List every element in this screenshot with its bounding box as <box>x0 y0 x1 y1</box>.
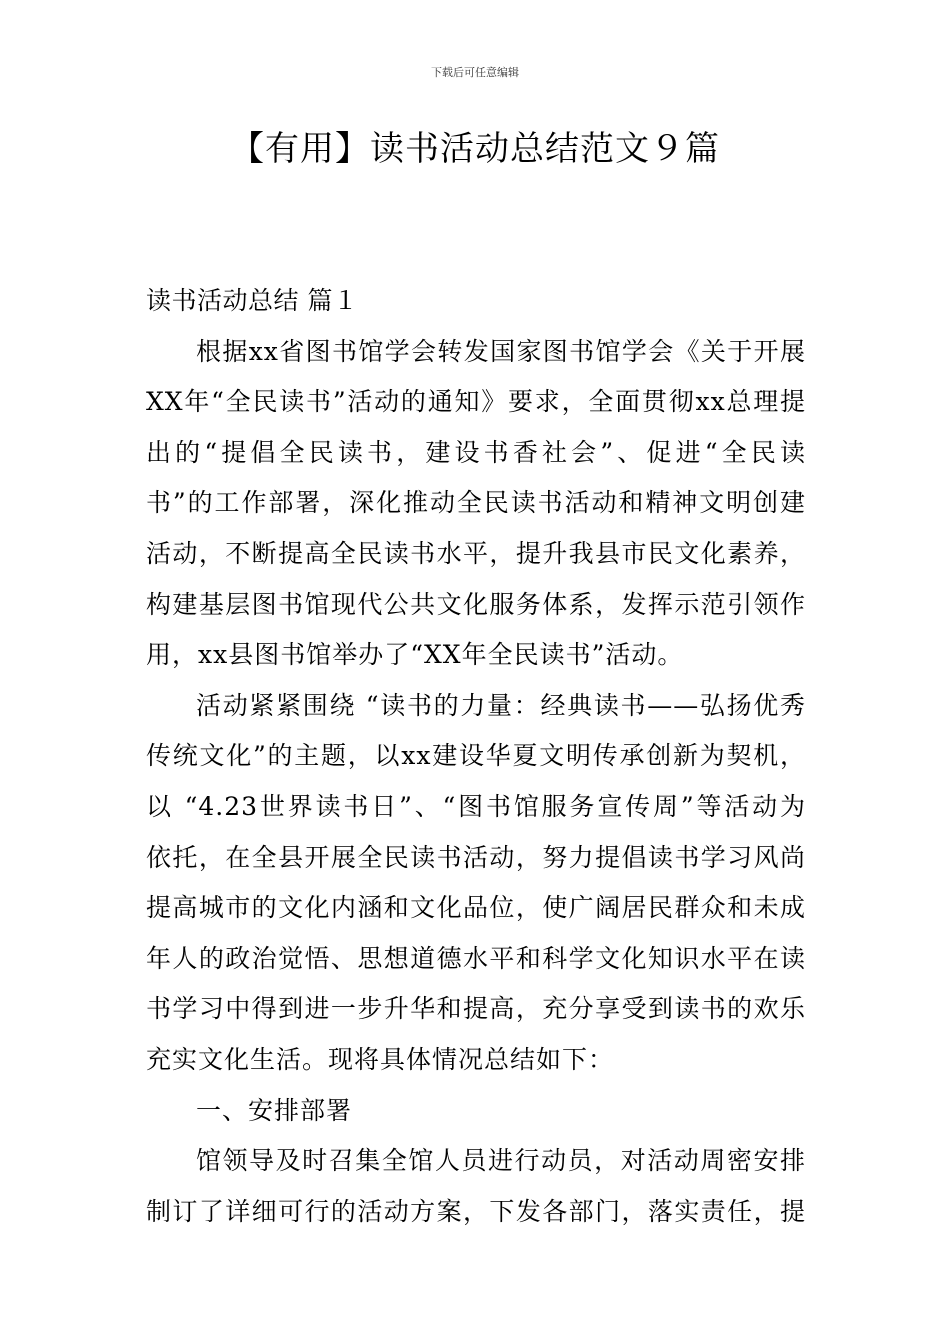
paragraph-line: 出的“提倡全民读书，建设书香社会”、促进“全民读 <box>146 437 806 467</box>
paragraph-line: 活动紧紧围绕 “读书的力量：经典读书——弘扬优秀 <box>196 690 806 720</box>
paragraph-line: 传统文化”的主题，以xx建设华夏文明传承创新为契机， <box>146 741 806 771</box>
paragraph-line: 提高城市的文化内涵和文化品位，使广阔居民群众和未成 <box>146 893 806 923</box>
paragraph-line: 制订了详细可行的活动方案，下发各部门，落实责任，提 <box>146 1196 806 1226</box>
subheading: 一、安排部署 <box>196 1095 353 1125</box>
document-body <box>146 282 806 1243</box>
paragraph-line: 年人的政治觉悟、思想道德水平和科学文化知识水平在读 <box>146 943 806 973</box>
header-note: 下载后可任意编辑 <box>431 66 519 79</box>
paragraph-line: 活动，不断提高全民读书水平，提升我县市民文化素养， <box>146 538 806 568</box>
paragraph-line: 充实文化生活。现将具体情况总结如下： <box>146 1044 615 1074</box>
paragraph-line: XX年“全民读书”活动的通知》要求，全面贯彻xx总理提 <box>146 387 806 417</box>
section-heading: 读书活动总结 篇１ <box>146 286 359 315</box>
document-title: 【有用】读书活动总结范文９篇 <box>230 129 720 169</box>
paragraph-line: 根据xx省图书馆学会转发国家图书馆学会《关于开展 <box>196 336 806 366</box>
paragraph-line: 书学习中得到进一步升华和提高，充分享受到读书的欢乐 <box>146 994 806 1024</box>
paragraph-line: 馆领导及时召集全馆人员进行动员，对活动周密安排 <box>196 1146 806 1176</box>
paragraph-line: 用，xx县图书馆举办了“XX年全民读书”活动。 <box>146 640 684 670</box>
paragraph-line: 依托，在全县开展全民读书活动，努力提倡读书学习风尚 <box>146 842 806 872</box>
paragraph-line: 以 “4.23世界读书日”、“图书馆服务宣传周”等活动为 <box>146 791 806 821</box>
paragraph-line: 书”的工作部署，深化推动全民读书活动和精神文明创建 <box>146 488 806 518</box>
paragraph-line: 构建基层图书馆现代公共文化服务体系，发挥示范引领作 <box>146 589 806 619</box>
